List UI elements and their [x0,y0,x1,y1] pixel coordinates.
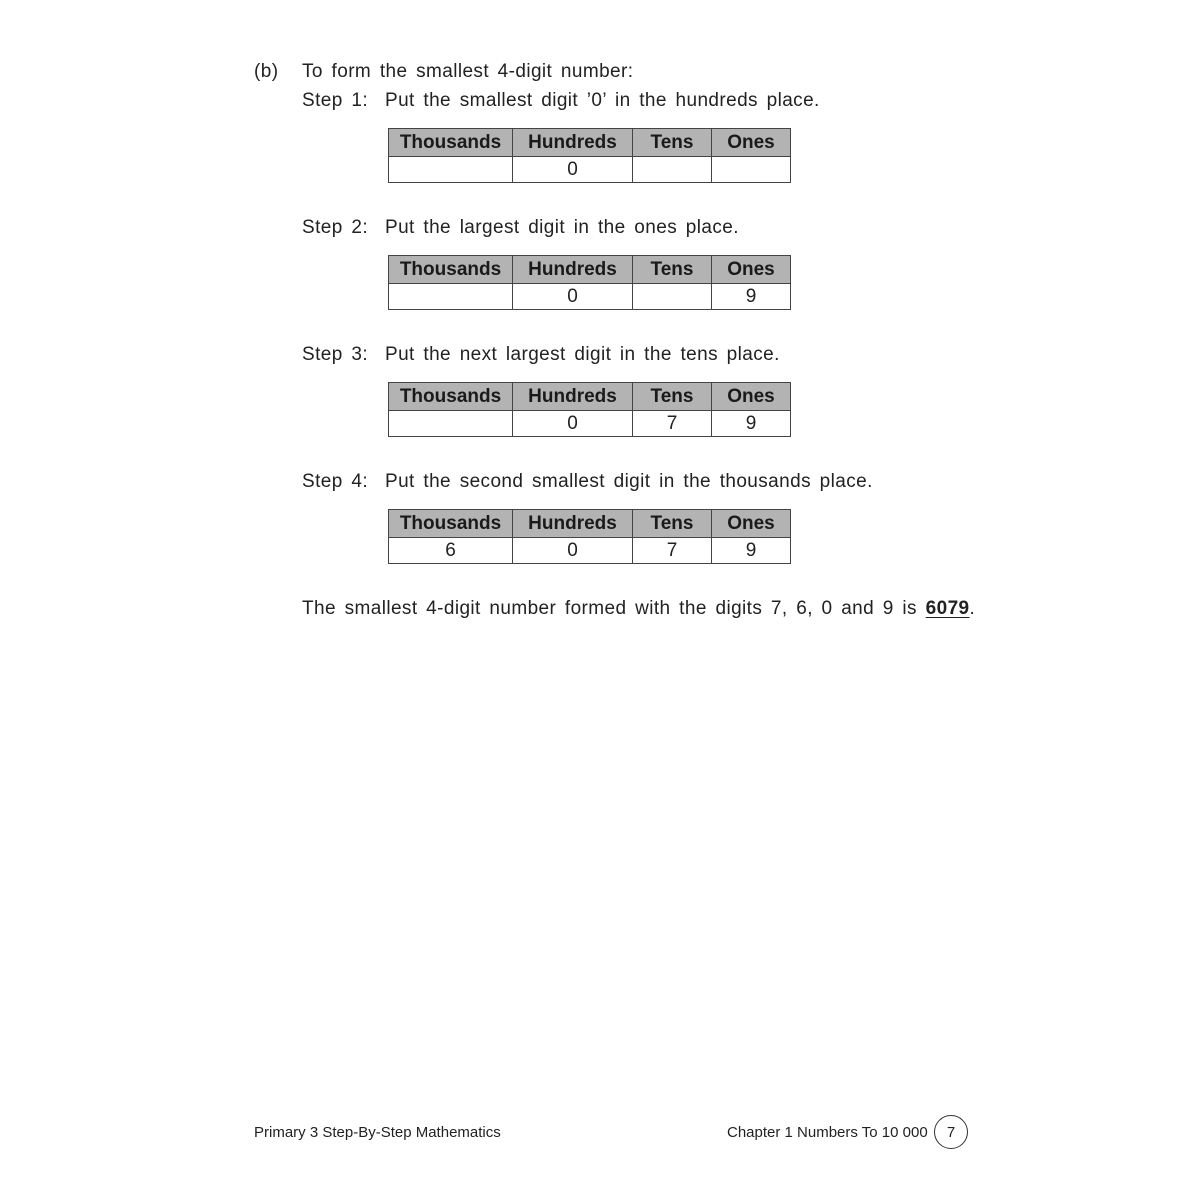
cell-thousands: 6 [389,538,513,564]
place-value-table-3 [388,382,791,437]
page-number: 7 [934,1115,968,1149]
table-row [389,411,791,437]
step-4-text: Put the second smallest digit in the thousands place. [385,471,873,492]
cell-ones: 9 [712,538,791,564]
header-hundreds: Hundreds [513,383,633,411]
part-label: (b) [254,61,279,82]
cell-hundreds: 0 [513,157,633,183]
table-row [389,538,791,564]
header-thousands: Thousands [389,383,513,411]
table-header-row [389,129,791,157]
place-value-table-1 [388,128,791,183]
conclusion-end: . [969,598,976,619]
header-hundreds: Hundreds [513,256,633,284]
step-3-label: Step 3: [302,344,369,365]
table-header-row [389,510,791,538]
table-header-row [389,383,791,411]
cell-thousands [389,411,513,437]
header-hundreds: Hundreds [513,129,633,157]
table-row [389,157,791,183]
header-tens: Tens [633,256,712,284]
place-value-table-2 [388,255,791,310]
step-3-text: Put the next largest digit in the tens place. [385,344,780,365]
cell-tens [633,157,712,183]
header-tens: Tens [633,510,712,538]
step-1-label: Step 1: [302,90,369,111]
cell-ones [712,157,791,183]
cell-thousands [389,157,513,183]
header-tens: Tens [633,129,712,157]
cell-ones: 9 [712,411,791,437]
cell-ones: 9 [712,284,791,310]
header-thousands: Thousands [389,129,513,157]
cell-hundreds: 0 [513,284,633,310]
cell-tens: 7 [633,411,712,437]
header-hundreds: Hundreds [513,510,633,538]
place-value-table-4 [388,509,791,564]
footer-book-title: Primary 3 Step-By-Step Mathematics [254,1124,501,1141]
header-thousands: Thousands [389,510,513,538]
conclusion-text: The smallest 4-digit number formed with the digits 7, 6, 0 and 9 is [302,598,926,619]
step-4-label: Step 4: [302,471,369,492]
cell-thousands [389,284,513,310]
table-row [389,284,791,310]
cell-hundreds: 0 [513,411,633,437]
header-ones: Ones [712,129,791,157]
cell-tens [633,284,712,310]
header-ones: Ones [712,510,791,538]
step-1-text: Put the smallest digit ’0’ in the hundreds place. [385,90,820,111]
answer-value: 6079 [925,598,970,619]
footer-chapter: Chapter 1 Numbers To 10 000 [727,1124,928,1141]
step-2-text: Put the largest digit in the ones place. [385,217,739,238]
table-header-row [389,256,791,284]
cell-tens: 7 [633,538,712,564]
part-intro: To form the smallest 4-digit number: [302,61,634,82]
header-thousands: Thousands [389,256,513,284]
conclusion [302,598,975,620]
header-ones: Ones [712,383,791,411]
header-tens: Tens [633,383,712,411]
header-ones: Ones [712,256,791,284]
cell-hundreds: 0 [513,538,633,564]
step-2-label: Step 2: [302,217,369,238]
